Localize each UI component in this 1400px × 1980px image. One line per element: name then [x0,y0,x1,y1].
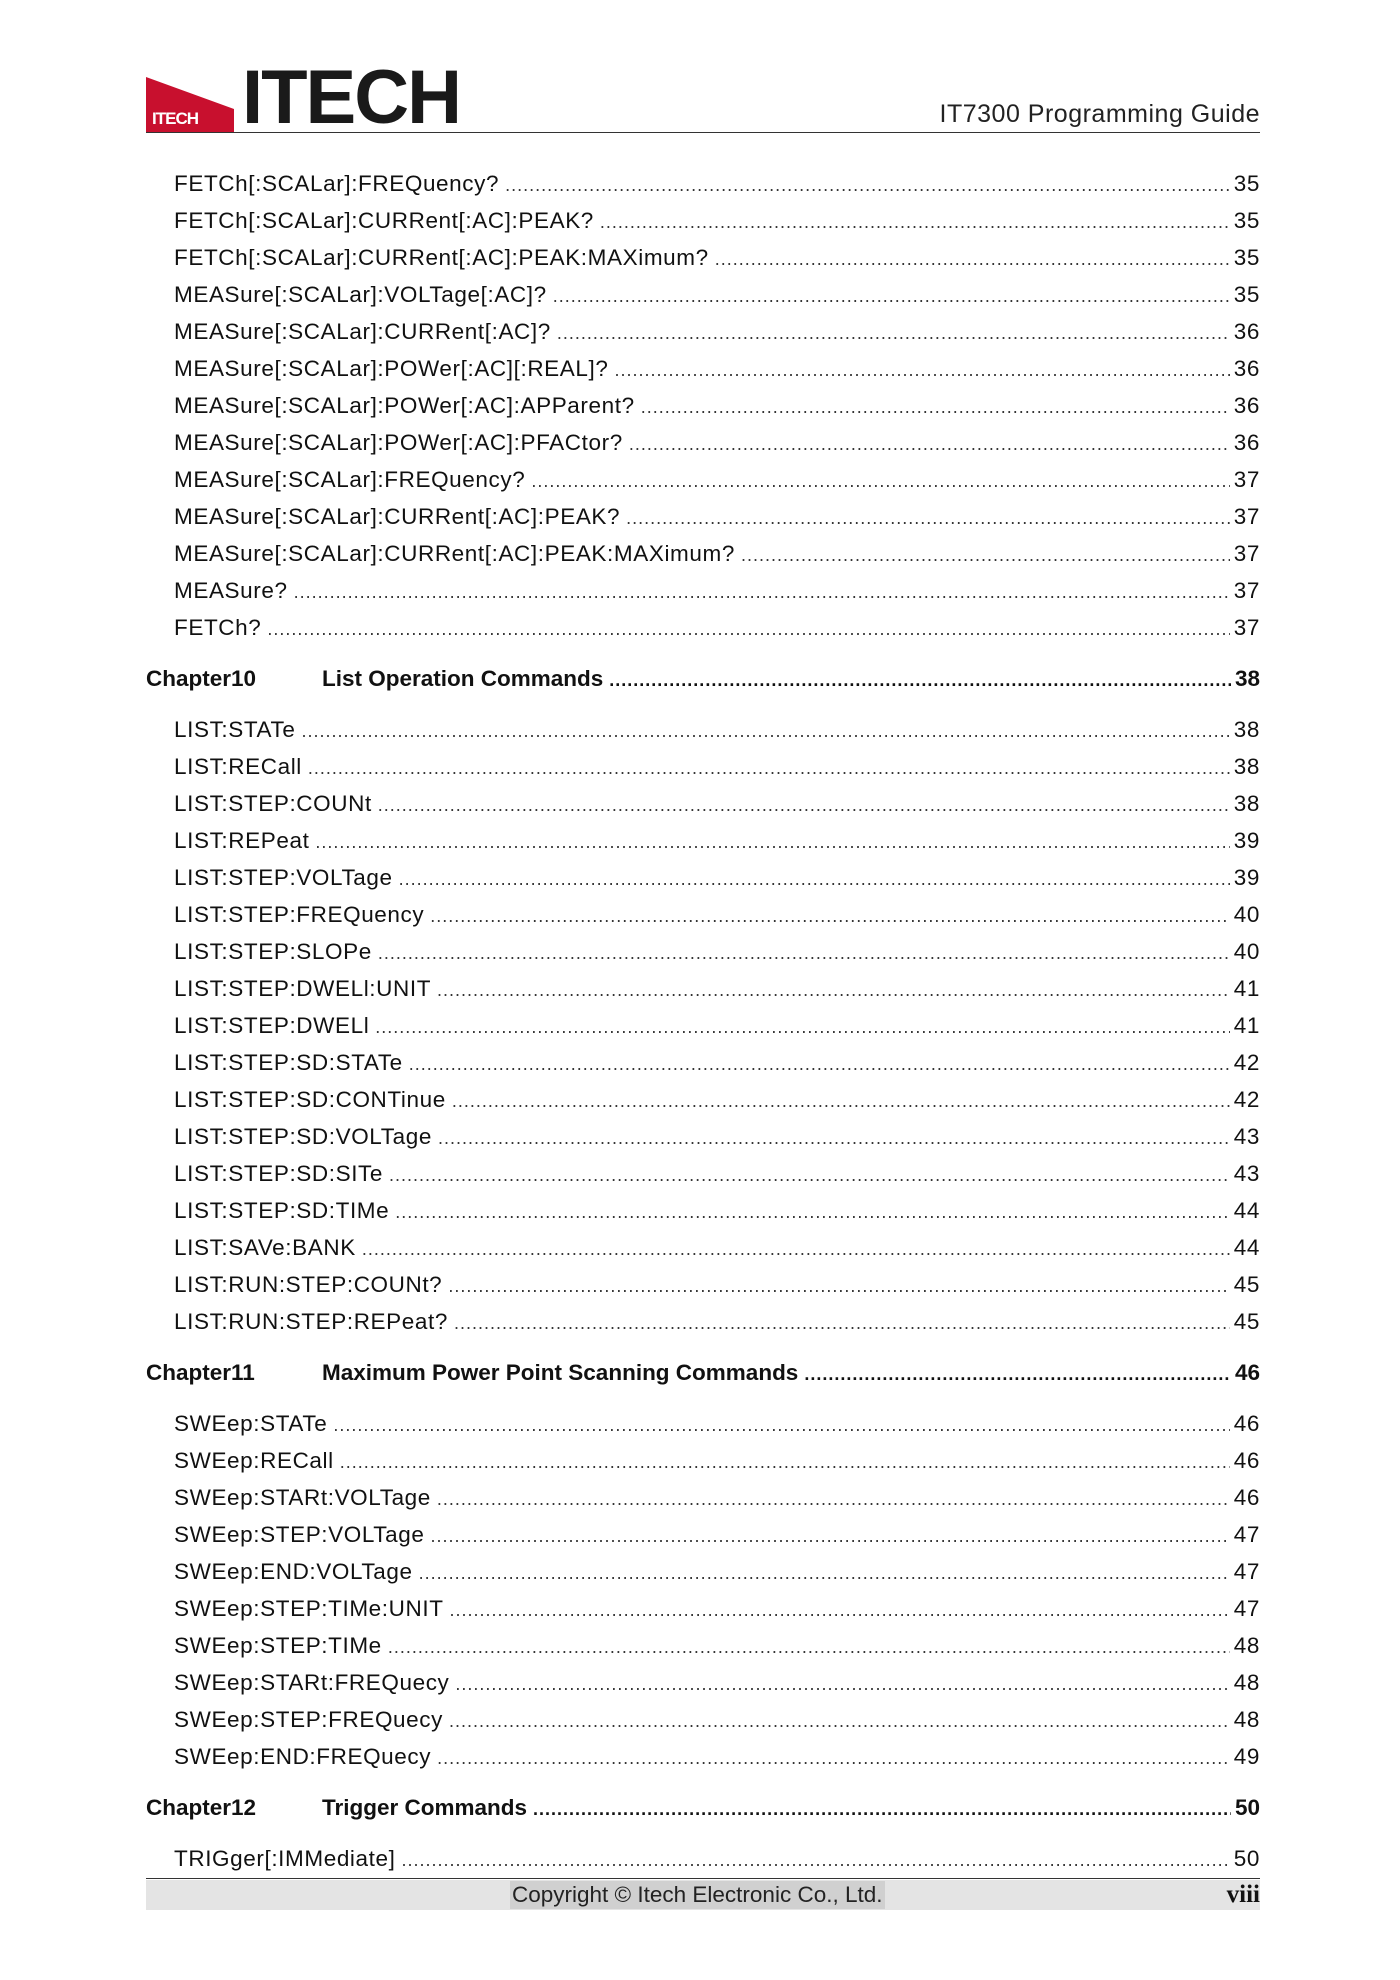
dot-leader [438,1128,1230,1149]
toc-entry[interactable] [146,467,1260,504]
dot-leader [533,1799,1231,1820]
toc-entry[interactable] [146,430,1260,467]
dot-leader [557,323,1230,344]
dot-leader [804,1364,1231,1385]
toc-entry[interactable] [146,754,1260,791]
footer-divider [146,1878,1260,1879]
dot-leader [419,1563,1230,1584]
toc-entry[interactable] [146,1522,1260,1559]
toc-entry[interactable] [146,1707,1260,1744]
toc-entry-label: LIST:STEP:SD:VOLTage [174,1124,432,1149]
toc-entry-label: LIST:STEP:COUNt [174,791,372,816]
dot-leader [609,670,1231,691]
toc-entry-label: LIST:RECall [174,754,302,779]
dot-leader [340,1452,1230,1473]
toc-entry[interactable] [146,1633,1260,1670]
dot-leader [409,1054,1230,1075]
toc-entry[interactable] [146,356,1260,393]
chapter-title: Trigger Commands [322,1795,528,1820]
toc-entry[interactable] [146,1596,1260,1633]
page-number: viii [1226,1881,1260,1908]
toc-entry-page: 35 [1233,282,1260,307]
dot-leader [399,869,1230,890]
toc-entry-page: 47 [1233,1559,1260,1584]
copyright-text: Copyright © Itech Electronic Co., Ltd. [512,1882,883,1907]
dot-leader [450,1600,1230,1621]
toc-entry-page: 38 [1233,717,1260,742]
dot-leader [614,360,1229,381]
header-divider [146,132,1260,133]
dot-leader [449,1711,1230,1732]
toc-entry-label: LIST:RUN:STEP:REPeat? [174,1309,448,1334]
toc-group-chapter10 [146,717,1260,1346]
dot-leader [437,1489,1230,1510]
toc-entry[interactable] [146,791,1260,828]
toc-entry[interactable] [146,1411,1260,1448]
toc-entry[interactable] [146,1235,1260,1272]
toc-entry-page: 40 [1233,939,1260,964]
toc-entry[interactable] [146,1559,1260,1596]
dot-leader [431,1526,1230,1547]
dot-leader [448,1276,1229,1297]
logo-wordmark: ITECH [242,55,460,140]
dot-leader [715,249,1230,270]
document-title: IT7300 Programming Guide [939,100,1260,128]
dot-leader [395,1202,1230,1223]
toc-entry-page: 42 [1233,1087,1260,1112]
toc-entry-label: MEASure? [174,578,288,603]
toc-entry-label: LIST:REPeat [174,828,310,853]
toc-entry-page: 44 [1233,1198,1260,1223]
toc-entry-page: 41 [1233,976,1260,1001]
toc-entry-page: 37 [1233,504,1260,529]
toc-chapter-12[interactable] [146,1795,1260,1832]
toc-entry[interactable] [146,1124,1260,1161]
chapter-title: List Operation Commands [322,666,604,691]
chapter-number: Chapter10 [146,666,257,691]
chapter-title: Maximum Power Point Scanning Commands [322,1360,799,1385]
toc-entry-label: MEASure[:SCALar]:CURRent[:AC]:PEAK? [174,504,621,529]
dot-leader [629,434,1230,455]
toc-entry-page: 37 [1233,541,1260,566]
toc-entry-label: FETCh[:SCALar]:CURRent[:AC]:PEAK:MAXimum? [174,245,709,270]
toc-entry-label: LIST:SAVe:BANK [174,1235,356,1260]
toc-entry-label: SWEep:STEP:VOLTage [174,1522,425,1547]
toc-entry[interactable] [146,245,1260,282]
toc-entry[interactable] [146,171,1260,208]
toc-entry-page: 46 [1233,1448,1260,1473]
toc-entry-label: MEASure[:SCALar]:CURRent[:AC]:PEAK:MAXimum? [174,541,735,566]
toc-entry-page: 37 [1233,578,1260,603]
toc-entry[interactable] [146,1272,1260,1309]
dot-leader [600,212,1230,233]
toc-entry[interactable] [146,1050,1260,1087]
toc-entry-page: 39 [1233,828,1260,853]
table-of-contents [146,171,1260,1883]
dot-leader [388,1637,1230,1658]
dot-leader [626,508,1230,529]
toc-entry-page: 48 [1233,1633,1260,1658]
toc-entry[interactable] [146,1485,1260,1522]
chapter-number: Chapter11 [146,1360,255,1385]
toc-entry-label: MEASure[:SCALar]:VOLTage[:AC]? [174,282,547,307]
dot-leader [315,832,1229,853]
toc-entry-label: FETCh[:SCALar]:FREQuency? [174,171,500,196]
toc-entry-label: LIST:STEP:SD:SITe [174,1161,384,1186]
toc-group-chapter11 [146,1411,1260,1781]
chapter-number: Chapter12 [146,1795,257,1820]
toc-entry-page: 36 [1233,393,1260,418]
dot-leader [455,1674,1229,1695]
dot-leader [362,1239,1230,1260]
toc-entry-label: MEASure[:SCALar]:CURRent[:AC]? [174,319,551,344]
dot-leader [375,1017,1229,1038]
toc-entry-label: SWEep:STATe [174,1411,328,1436]
toc-entry-page: 48 [1233,1707,1260,1732]
chapter-page: 38 [1234,666,1260,691]
dot-leader [389,1165,1230,1186]
toc-entry-page: 38 [1233,791,1260,816]
chapter-page: 46 [1234,1360,1260,1385]
toc-entry-page: 50 [1233,1846,1260,1871]
dot-leader [452,1091,1230,1112]
toc-entry[interactable] [146,1670,1260,1707]
toc-entry-page: 47 [1233,1522,1260,1547]
toc-entry[interactable] [146,208,1260,245]
toc-entry[interactable] [146,1198,1260,1235]
toc-entry-label: LIST:STEP:DWELl [174,1013,370,1038]
toc-entry-page: 36 [1233,319,1260,344]
dot-leader [531,471,1229,492]
toc-entry-page: 36 [1233,430,1260,455]
toc-entry[interactable] [146,828,1260,865]
toc-entry[interactable] [146,1744,1260,1781]
toc-entry-label: SWEep:RECall [174,1448,334,1473]
toc-group-chapter9-tail [146,171,1260,652]
dot-leader [505,175,1230,196]
toc-chapter-11[interactable] [146,1360,1260,1397]
dot-leader [401,1850,1229,1871]
logo-small-text: ITECH [152,109,198,128]
toc-entry-page: 42 [1233,1050,1260,1075]
toc-entry-label: MEASure[:SCALar]:POWer[:AC]:PFACtor? [174,430,623,455]
toc-entry[interactable] [146,1448,1260,1485]
toc-entry-page: 35 [1233,245,1260,270]
toc-entry-label: LIST:STEP:SD:TIMe [174,1198,390,1223]
dot-leader [308,758,1230,779]
toc-entry[interactable] [146,939,1260,976]
toc-entry-label: FETCh? [174,615,262,640]
dot-leader [378,795,1230,816]
itech-logo-mark [146,77,234,132]
toc-entry-page: 43 [1233,1161,1260,1186]
dot-leader [267,619,1229,640]
dot-leader [553,286,1230,307]
toc-entry-page: 48 [1233,1670,1260,1695]
toc-entry[interactable] [146,282,1260,319]
itech-logo [146,55,466,140]
toc-entry-label: TRIGger[:IMMediate] [174,1846,396,1871]
toc-entry[interactable] [146,1087,1260,1124]
dot-leader [294,582,1230,603]
toc-entry[interactable] [146,1309,1260,1346]
toc-entry-label: LIST:STEP:SD:CONTinue [174,1087,446,1112]
toc-entry[interactable] [146,1161,1260,1198]
toc-entry[interactable] [146,615,1260,652]
toc-entry-page: 47 [1233,1596,1260,1621]
toc-entry[interactable] [146,865,1260,902]
toc-entry-page: 37 [1233,467,1260,492]
toc-entry-page: 46 [1233,1411,1260,1436]
toc-entry-label: SWEep:STEP:FREQuecy [174,1707,443,1732]
toc-entry-page: 45 [1233,1272,1260,1297]
toc-entry-label: LIST:STATe [174,717,296,742]
dot-leader [437,1748,1230,1769]
toc-entry-label: LIST:STEP:SD:STATe [174,1050,403,1075]
toc-entry-page: 35 [1233,171,1260,196]
toc-entry[interactable] [146,319,1260,356]
toc-entry-label: LIST:STEP:VOLTage [174,865,393,890]
toc-entry[interactable] [146,1013,1260,1050]
chapter-page: 50 [1234,1795,1260,1820]
toc-entry[interactable] [146,976,1260,1013]
toc-entry-page: 40 [1233,902,1260,927]
toc-entry-label: FETCh[:SCALar]:CURRent[:AC]:PEAK? [174,208,594,233]
toc-entry[interactable] [146,393,1260,430]
dot-leader [454,1313,1230,1334]
toc-entry-page: 45 [1233,1309,1260,1334]
toc-entry-label: SWEep:END:FREQuecy [174,1744,432,1769]
toc-entry-label: SWEep:STARt:VOLTage [174,1485,431,1510]
toc-entry[interactable] [146,578,1260,615]
toc-entry-label: SWEep:STEP:TIMe:UNIT [174,1596,444,1621]
toc-entry-page: 35 [1233,208,1260,233]
toc-entry-page: 37 [1233,615,1260,640]
dot-leader [333,1415,1229,1436]
dot-leader [641,397,1230,418]
dot-leader [741,545,1230,566]
toc-entry[interactable] [146,717,1260,754]
toc-entry-page: 43 [1233,1124,1260,1149]
toc-entry-label: LIST:RUN:STEP:COUNt? [174,1272,443,1297]
toc-entry[interactable] [146,902,1260,939]
dot-leader [378,943,1230,964]
toc-chapter-10[interactable] [146,666,1260,703]
dot-leader [437,980,1230,1001]
toc-entry-page: 46 [1233,1485,1260,1510]
toc-entry-label: SWEep:END:VOLTage [174,1559,413,1584]
toc-entry-page: 39 [1233,865,1260,890]
toc-entry-label: SWEep:STEP:TIMe [174,1633,382,1658]
toc-entry-label: LIST:STEP:DWELl:UNIT [174,976,432,1001]
dot-leader [301,721,1229,742]
toc-entry-label: LIST:STEP:FREQuency [174,902,425,927]
toc-entry-page: 36 [1233,356,1260,381]
toc-entry-page: 44 [1233,1235,1260,1260]
toc-entry-page: 38 [1233,754,1260,779]
toc-entry-label: MEASure[:SCALar]:POWer[:AC][:REAL]? [174,356,609,381]
toc-entry-label: MEASure[:SCALar]:FREQuency? [174,467,526,492]
toc-entry-page: 49 [1233,1744,1260,1769]
toc-entry-label: SWEep:STARt:FREQuecy [174,1670,450,1695]
toc-entry[interactable] [146,541,1260,578]
dot-leader [430,906,1230,927]
toc-entry[interactable] [146,504,1260,541]
toc-entry-label: LIST:STEP:SLOPe [174,939,372,964]
toc-entry-page: 41 [1233,1013,1260,1038]
toc-entry-label: MEASure[:SCALar]:POWer[:AC]:APParent? [174,393,635,418]
